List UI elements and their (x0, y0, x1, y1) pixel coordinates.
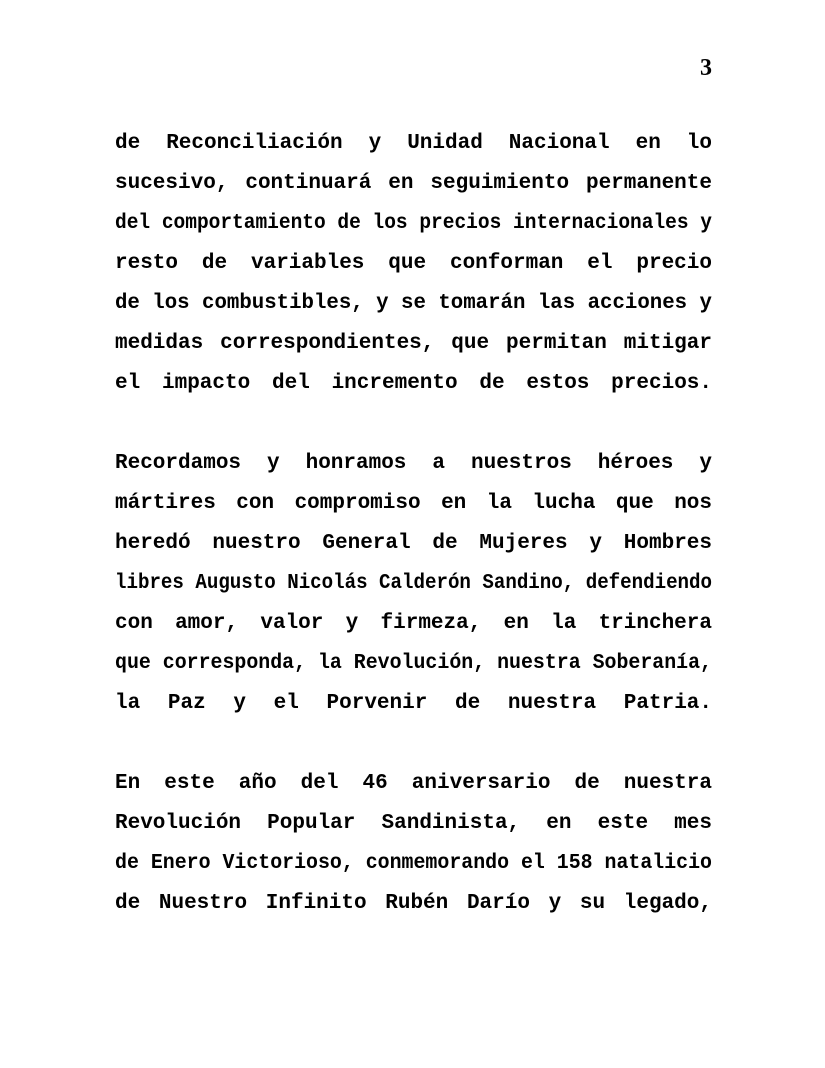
line-text: heredó nuestro General de Mujeres y Hombres (115, 532, 712, 555)
document-body (115, 124, 712, 964)
text-line (115, 444, 712, 484)
line-text: de Nuestro Infinito Rubén Darío y su legado, (115, 892, 712, 915)
text-line (115, 684, 712, 724)
line-text: medidas correspondientes, que permitan mitigar (115, 332, 712, 355)
line-text: Recordamos y honramos a nuestros héroes y (115, 452, 712, 475)
text-line (115, 604, 712, 644)
text-line (115, 164, 712, 204)
line-text: En este año del 46 aniversario de nuestra (115, 772, 712, 795)
text-line (115, 844, 712, 884)
text-line (115, 324, 712, 364)
text-line (115, 284, 712, 324)
line-text: con amor, valor y firmeza, en la trinchera (115, 612, 712, 635)
text-line (115, 244, 712, 284)
line-text: de Reconciliación y Unidad Nacional en lo (115, 132, 712, 155)
text-line (115, 564, 712, 604)
line-text: que corresponda, la Revolución, nuestra Soberanía, (115, 652, 712, 675)
text-line (115, 484, 712, 524)
line-text: del comportamiento de los precios internacionales y (115, 212, 712, 235)
line-text: resto de variables que conforman el precio (115, 252, 712, 275)
text-line (115, 524, 712, 564)
text-line (115, 804, 712, 844)
text-line (115, 764, 712, 804)
line-text: mártires con compromiso en la lucha que nos (115, 492, 712, 515)
text-line (115, 364, 712, 404)
line-text: la Paz y el Porvenir de nuestra Patria. (115, 692, 712, 715)
text-line (115, 204, 712, 244)
line-text: sucesivo, continuará en seguimiento permanente (115, 172, 712, 195)
text-line (115, 884, 712, 924)
page-number: 3 (700, 55, 712, 81)
text-line (115, 124, 712, 164)
line-text: libres Augusto Nicolás Calderón Sandino, defendiendo (115, 572, 712, 595)
line-text: de Enero Victorioso, conmemorando el 158 natalicio (115, 852, 712, 875)
paragraph (115, 764, 712, 924)
paragraph (115, 124, 712, 404)
line-text: de los combustibles, y se tomarán las acciones y (115, 292, 712, 315)
text-line (115, 644, 712, 684)
line-text: el impacto del incremento de estos precios. (115, 372, 712, 395)
paragraph (115, 444, 712, 724)
line-text: Revolución Popular Sandinista, en este mes (115, 812, 712, 835)
